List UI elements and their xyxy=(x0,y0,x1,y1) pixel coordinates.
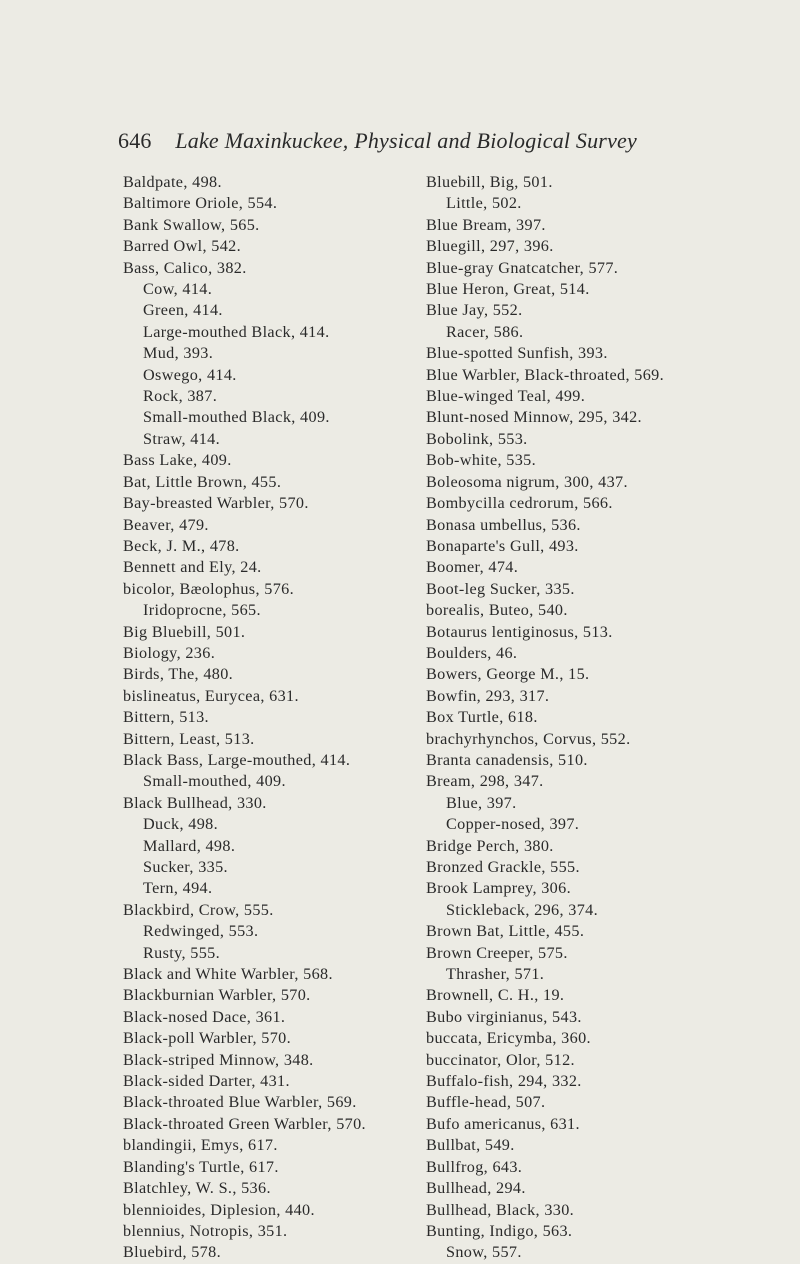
index-entry: Bobolink, 553. xyxy=(426,429,528,448)
index-entry: Bob-white, 535. xyxy=(426,451,537,470)
index-entry: Black-throated Blue Warbler, 569. xyxy=(123,1093,357,1112)
index-entry: Blue Bream, 397. xyxy=(426,215,546,234)
index-subentry: Mallard, 498. xyxy=(143,836,236,855)
index-entry: borealis, Buteo, 540. xyxy=(426,601,568,620)
index-entry: Blue Jay, 552. xyxy=(426,301,523,320)
index-entry: Blue Heron, Great, 514. xyxy=(426,280,590,299)
index-entry: Blackburnian Warbler, 570. xyxy=(123,986,311,1005)
index-entry: blennioides, Diplesion, 440. xyxy=(123,1200,315,1219)
index-entry: Box Turtle, 618. xyxy=(426,708,538,727)
index-subentry: Rusty, 555. xyxy=(143,943,221,962)
index-subentry: Rock, 387. xyxy=(143,387,218,406)
index-subentry: Cow, 414. xyxy=(143,280,213,299)
index-entry: Bream, 298, 347. xyxy=(426,772,544,791)
index-entry: Bridge Perch, 380. xyxy=(426,836,554,855)
index-entry: Biology, 236. xyxy=(123,643,216,662)
index-entry: Blatchley, W. S., 536. xyxy=(123,1179,271,1198)
index-entry: Black-poll Warbler, 570. xyxy=(123,1029,291,1048)
index-entry: Bubo virginianus, 543. xyxy=(426,1007,582,1026)
index-entry: Brook Lamprey, 306. xyxy=(426,879,571,898)
index-entry: Bullhead, 294. xyxy=(426,1179,526,1198)
index-entry: Buffle-head, 507. xyxy=(426,1093,546,1112)
index-entry: bicolor, Bæolophus, 576. xyxy=(123,579,294,598)
index-entry: Black Bass, Large-mouthed, 414. xyxy=(123,750,351,769)
index-entry: Barred Owl, 542. xyxy=(123,237,241,256)
page-header xyxy=(118,128,637,154)
index-entry: buccata, Ericymba, 360. xyxy=(426,1029,591,1048)
index-entry: Big Bluebill, 501. xyxy=(123,622,246,641)
index-entry: Beaver, 479. xyxy=(123,515,209,534)
running-title: Lake Maxinkuckee, Physical and Biological Survey xyxy=(175,128,637,153)
index-entry: Bunting, Indigo, 563. xyxy=(426,1221,573,1240)
index-subentry: Sucker, 335. xyxy=(143,858,228,876)
index-subentry: Duck, 498. xyxy=(143,815,218,834)
index-subentry: Snow, 557. xyxy=(446,1243,522,1262)
index-subentry: Tern, 494. xyxy=(143,879,213,898)
index-entry: brachyrhynchos, Corvus, 552. xyxy=(426,729,631,748)
index-entry: Branta canadensis, 510. xyxy=(426,750,588,769)
index-entry: Bittern, 513. xyxy=(123,708,209,727)
index-entry: Bullhead, Black, 330. xyxy=(426,1200,575,1219)
index-entry: Bombycilla cedrorum, 566. xyxy=(426,494,613,513)
index-entry: Buffalo-fish, 294, 332. xyxy=(426,1072,582,1091)
index-entry: Black Bullhead, 330. xyxy=(123,793,267,812)
index-entry: Bittern, Least, 513. xyxy=(123,729,255,748)
index-entry: Blackbird, Crow, 555. xyxy=(123,900,274,919)
index-subentry: Iridoprocne, 565. xyxy=(143,601,261,620)
index-entry: Bat, Little Brown, 455. xyxy=(123,472,282,491)
index-entry: Black-sided Darter, 431. xyxy=(123,1072,290,1091)
index-subentry: Blue, 397. xyxy=(446,793,517,812)
index-column-right xyxy=(426,172,726,1264)
index-entry: Blue-spotted Sunfish, 393. xyxy=(426,344,608,363)
index-subentry: Mud, 393. xyxy=(143,344,214,363)
index-entry: Black and White Warbler, 568. xyxy=(123,965,333,984)
index-subentry: Stickleback, 296, 374. xyxy=(446,900,599,919)
index-entry: Bonaparte's Gull, 493. xyxy=(426,536,579,555)
index-entry: Bay-breasted Warbler, 570. xyxy=(123,494,309,513)
index-subentry: Thrasher, 571. xyxy=(446,965,545,984)
index-entry: Bluegill, 297, 396. xyxy=(426,237,554,256)
index-entry: Black-throated Green Warbler, 570. xyxy=(123,1114,366,1133)
index-entry: Boleosoma nigrum, 300, 437. xyxy=(426,472,628,491)
index-entry: Bass, Calico, 382. xyxy=(123,258,247,277)
index-entry: Bank Swallow, 565. xyxy=(123,215,260,234)
index-entry: Brown Creeper, 575. xyxy=(426,943,568,962)
index-entry: Black-striped Minnow, 348. xyxy=(123,1050,314,1069)
index-entry: Blunt-nosed Minnow, 295, 342. xyxy=(426,408,642,427)
index-subentry: Copper-nosed, 397. xyxy=(446,815,580,834)
index-entry: Bufo americanus, 631. xyxy=(426,1114,580,1133)
index-entry: Bowfin, 293, 317. xyxy=(426,686,550,705)
index-subentry: Small-mouthed Black, 409. xyxy=(143,408,330,427)
index-entry: buccinator, Olor, 512. xyxy=(426,1050,575,1069)
index-entry: Botaurus lentiginosus, 513. xyxy=(426,622,613,641)
index-entry: Bullfrog, 643. xyxy=(426,1157,523,1176)
index-entry: Bowers, George M., 15. xyxy=(426,665,590,684)
index-entry: blennius, Notropis, 351. xyxy=(123,1221,288,1240)
index-entry: Boulders, 46. xyxy=(426,643,518,662)
index-entry: Black-nosed Dace, 361. xyxy=(123,1007,286,1026)
index-entry: blandingii, Emys, 617. xyxy=(123,1136,278,1155)
index-entry: Beck, J. M., 478. xyxy=(123,536,240,555)
index-entry: Bullbat, 549. xyxy=(426,1136,515,1155)
index-entry: Bluebill, Big, 501. xyxy=(426,173,553,191)
index-entry: Boot-leg Sucker, 335. xyxy=(426,579,575,598)
index-entry: Blue Warbler, Black-throated, 569. xyxy=(426,365,665,384)
index-entry: Bass Lake, 409. xyxy=(123,451,232,470)
index-entry: Bluebird, 578. xyxy=(123,1243,221,1262)
index-entry: Baltimore Oriole, 554. xyxy=(123,194,278,213)
index-subentry: Green, 414. xyxy=(143,301,223,320)
index-entry: Brownell, C. H., 19. xyxy=(426,986,565,1005)
index-entry: Birds, The, 480. xyxy=(123,665,234,684)
index-subentry: Straw, 414. xyxy=(143,429,220,448)
index-subentry: Little, 502. xyxy=(446,194,522,213)
index-entry: Blanding's Turtle, 617. xyxy=(123,1157,279,1176)
index-entry: bislineatus, Eurycea, 631. xyxy=(123,686,299,705)
index-column-left xyxy=(123,172,423,1264)
index-entry: Blue-gray Gnatcatcher, 577. xyxy=(426,258,619,277)
index-entry: Brown Bat, Little, 455. xyxy=(426,922,585,941)
index-subentry: Small-mouthed, 409. xyxy=(143,772,286,791)
index-entry: Blue-winged Teal, 499. xyxy=(426,387,586,406)
index-entry: Bronzed Grackle, 555. xyxy=(426,858,580,876)
index-subentry: Large-mouthed Black, 414. xyxy=(143,322,330,341)
index-entry: Bennett and Ely, 24. xyxy=(123,558,262,577)
index-entry: Boomer, 474. xyxy=(426,558,519,577)
index-entry: Bonasa umbellus, 536. xyxy=(426,515,581,534)
page-number: 646 xyxy=(118,128,152,153)
index-subentry: Oswego, 414. xyxy=(143,365,237,384)
index-subentry: Racer, 586. xyxy=(446,322,524,341)
index-subentry: Redwinged, 553. xyxy=(143,922,259,941)
index-entry: Baldpate, 498. xyxy=(123,173,222,191)
